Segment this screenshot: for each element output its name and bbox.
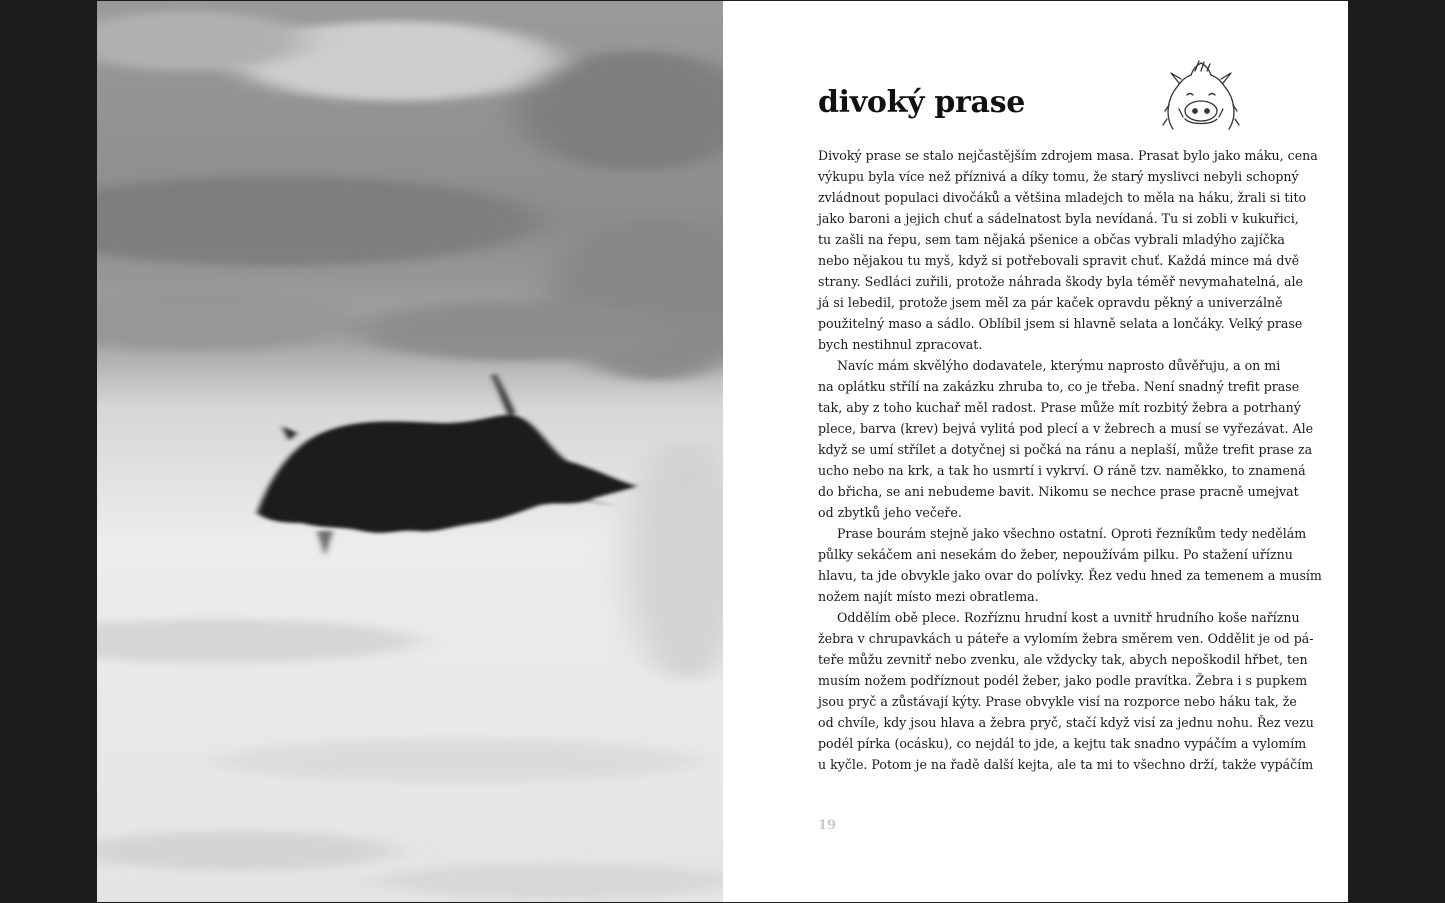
text-line: Navíc mám skvělýho dodavatele, kterýmu naprosto důvěřuju, a on mi <box>837 358 1281 373</box>
text-line: bych nestihnul zpracovat. <box>818 337 983 352</box>
text-line: strany. Sedláci zuřili, protože náhrada škody byla téměř nevymahatelná, ale <box>818 274 1303 289</box>
text-line: žebra v chrupavkách u páteře a vylomím žebra směrem ven. Oddělit je od pá- <box>818 631 1314 646</box>
text-line: ucho nebo na krk, a tak ho usmrtí i vykrví. O ráně tzv. naměkko, to znamená <box>818 463 1306 478</box>
text-line: hlavu, ta jde obvykle jako ovar do polívky. Řez vedu hned za temenem a musím <box>818 568 1322 583</box>
wild-boar-running-in-snow-photo <box>97 1 723 902</box>
text-line: od zbytků jeho večeře. <box>818 505 962 520</box>
text-line: tak, aby z toho kuchař měl radost. Prase může mít rozbitý žebra a potrhaný <box>818 400 1301 415</box>
text-line: nebo nějakou tu myš, když si potřebovali spravit chuť. Každá mince má dvě <box>818 253 1300 268</box>
text-line: použitelný maso a sádlo. Oblíbil jsem si hlavně selata a lončáky. Velký prase <box>818 316 1303 331</box>
text-line: plece, barva (krev) bejvá vylitá pod plecí a v žebrech a musí se vyřezávat. Ale <box>818 421 1314 436</box>
text-line: půlky sekáčem ani nesekám do žeber, nepoužívám pilku. Po stažení uříznu <box>818 547 1293 562</box>
text-line: jsou pryč a zůstávají kýty. Prase obvykle visí na rozporce nebo háku tak, že <box>818 694 1297 709</box>
book-spread <box>97 1 1348 902</box>
text-line: od chvíle, kdy jsou hlava a žebra pryč, stačí když visí za jednu nohu. Řez vezu <box>818 715 1314 730</box>
left-page <box>97 1 723 902</box>
text-line: já si lebedil, protože jsem měl za pár kaček opravdu pěkný a univerzálně <box>818 295 1283 310</box>
page-number: 19 <box>818 818 837 833</box>
text-line: musím nožem podříznout podél žeber, jako podle pravítka. Žebra i s pupkem <box>818 673 1308 688</box>
boar-head-icon <box>1155 59 1247 137</box>
text-line: jako baroni a jejich chuť a sádelnatost byla nevídaná. Tu si zobli v kukuřici, <box>818 211 1299 226</box>
text-line: když se umí střílet a dotyčnej si počká na ránu a neplaší, může trefit prase za <box>818 442 1313 457</box>
text-line: zvládnout populaci divočáků a většina mladejch to měla na háku, žrali si tito <box>818 190 1307 205</box>
body-text <box>818 145 1322 775</box>
right-page <box>723 1 1348 902</box>
text-line: na oplátku střílí na zakázku zhruba to, co je třeba. Není snadný trefit prase <box>818 379 1300 394</box>
text-line: podél pírka (ocásku), co nejdál to jde, a kejtu tak snadno vypáčím a vylomím <box>818 736 1307 751</box>
text-line: do břicha, se ani nebudeme bavit. Nikomu se nechce prase pracně umejvat <box>818 484 1299 499</box>
text-line: Prase bourám stejně jako všechno ostatní. Oproti řezníkům tedy nedělám <box>837 526 1307 541</box>
text-line: výkupu byla více než příznivá a díky tomu, že starý myslivci nebyli schopný <box>818 169 1299 184</box>
text-line: nožem najít místo mezi obratlema. <box>818 589 1039 604</box>
text-line: Oddělím obě plece. Rozříznu hrudní kost a uvnitř hrudního koše naříznu <box>837 610 1300 625</box>
text-line: tu zašli na řepu, sem tam nějaká pšenice a občas vybrali mladýho zajíčka <box>818 232 1285 247</box>
text-line: teře můžu zevnitř nebo zvenku, ale vždycky tak, abych nepoškodil hřbet, ten <box>818 652 1308 667</box>
text-line: Divoký prase se stalo nejčastějším zdrojem masa. Prasat bylo jako máku, cena <box>818 148 1318 163</box>
text-line: u kyčle. Potom je na řadě další kejta, ale ta mi to všechno drží, takže vypáčím <box>818 757 1314 772</box>
chapter-title: divoký prase <box>818 85 1026 120</box>
